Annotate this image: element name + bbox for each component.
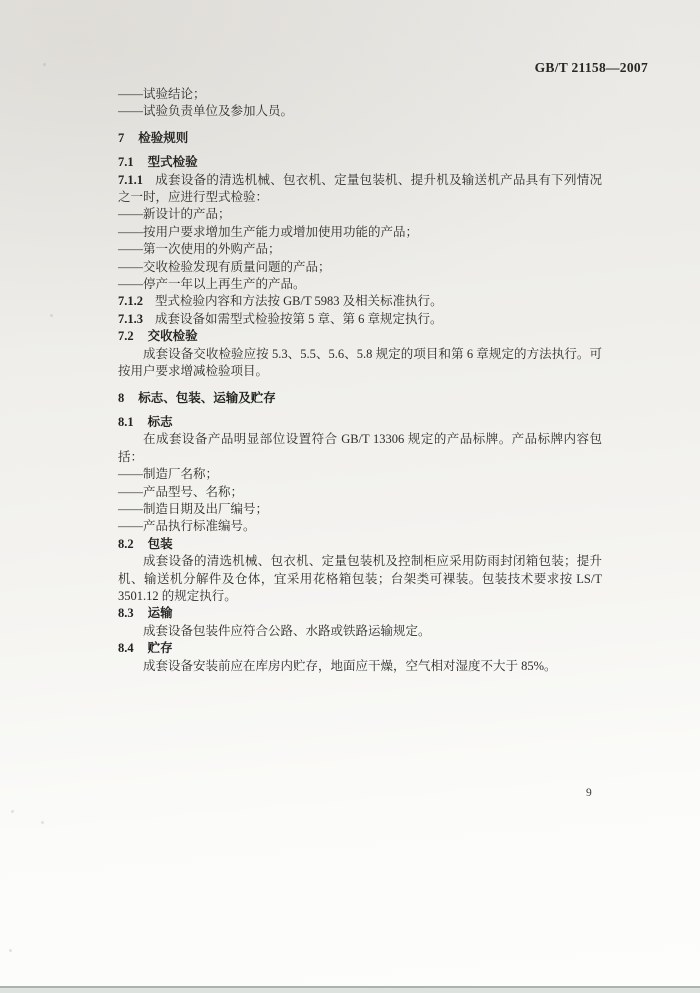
section-8-2-heading xyxy=(118,536,602,553)
dash-list-item: ——第一次使用的外购产品； xyxy=(118,242,281,257)
clause-text: 成套设备如需型式检验按第 5 章、第 6 章规定执行。 xyxy=(155,311,443,326)
paragraph: 成套设备的清选机械、包衣机、定量包装机及控制柜应采用防雨封闭箱包装；提升机、输送机分解件及仓体，宜采用花格箱包装；台架类可裸装。包装技术要求按 LS/T 3501.12 的规定执行。 xyxy=(118,554,602,603)
page-number: 9 xyxy=(586,787,592,799)
chapter-title: 标志、包装、运输及贮存 xyxy=(138,390,276,405)
clause-text: 型式检验内容和方法按 GB/T 5983 及相关标准执行。 xyxy=(155,294,443,309)
clause-7-1-1 xyxy=(118,172,602,207)
scan-bottom-edge-shadow xyxy=(0,988,700,993)
paragraph: 在成套设备产品明显部位设置符合 GB/T 13306 规定的产品标牌。产品标牌内容包括： xyxy=(118,432,602,464)
section-title: 包装 xyxy=(147,536,173,551)
dash-list-item: ——制造厂名称； xyxy=(118,467,219,482)
section-7-1-heading xyxy=(118,154,602,171)
section-title: 交收检验 xyxy=(147,329,198,344)
section-8-1-heading xyxy=(118,414,602,431)
section-title: 贮存 xyxy=(147,641,173,656)
section-title: 标志 xyxy=(147,414,173,429)
paragraph: 成套设备交收检验应按 5.3、5.5、5.6、5.8 规定的项目和第 6 章规定的方法执行。可按用户要求增减检验项目。 xyxy=(118,346,602,379)
section-number: 7.1 xyxy=(118,155,134,170)
section-number: 8.2 xyxy=(118,536,134,551)
dash-list-item: ——产品型号、名称； xyxy=(118,484,244,499)
section-7-2-heading xyxy=(118,328,602,345)
clause-number: 7.1.3 xyxy=(118,311,143,326)
standard-code-header: GB/T 21158—2007 xyxy=(534,60,648,75)
clause-7-1-3 xyxy=(118,311,602,328)
section-number: 7.2 xyxy=(118,329,134,344)
clause-number: 7.1.2 xyxy=(118,294,143,309)
dash-list-item: ——按用户要求增加生产能力或增加使用功能的产品； xyxy=(118,224,419,239)
scan-speckle xyxy=(11,810,14,813)
scan-speckle xyxy=(43,63,46,66)
section-8-3-heading xyxy=(118,605,602,622)
paragraph: 成套设备安装前应在库房内贮存，地面应干燥，空气相对湿度不大于 85%。 xyxy=(143,658,557,673)
clause-7-1-2 xyxy=(118,293,602,310)
clause-text: 成套设备的清选机械、包衣机、定量包装机、提升机及输送机产品具有下列情况之一时，应进行型式检验： xyxy=(118,172,602,205)
dash-list-item: ——制造日期及出厂编号； xyxy=(118,501,269,516)
section-title: 运输 xyxy=(147,606,173,621)
paragraph: 成套设备包装件应符合公路、水路或铁路运输规定。 xyxy=(143,623,431,638)
document-body xyxy=(118,86,602,675)
section-number: 8.1 xyxy=(118,414,134,429)
chapter-8-heading xyxy=(118,390,602,407)
chapter-number: 8 xyxy=(118,390,125,405)
scan-speckle xyxy=(9,949,12,952)
dash-list-item: ——新设计的产品； xyxy=(118,207,231,222)
chapter-title: 检验规则 xyxy=(138,130,189,145)
section-number: 8.3 xyxy=(118,606,134,621)
dash-list-item: ——交收检验发现有质量问题的产品； xyxy=(118,259,331,274)
chapter-number: 7 xyxy=(118,130,125,145)
dash-list-item: ——产品执行标准编号。 xyxy=(118,519,256,534)
section-number: 8.4 xyxy=(118,641,134,656)
scan-speckle xyxy=(50,314,53,317)
section-8-4-heading xyxy=(118,640,602,657)
chapter-7-heading xyxy=(118,130,602,147)
front-list-item: ——试验结论； xyxy=(118,87,206,101)
clause-number: 7.1.1 xyxy=(118,172,143,187)
scan-speckle xyxy=(41,821,44,824)
front-list-item: ——试验负责单位及参加人员。 xyxy=(118,104,294,119)
section-title: 型式检验 xyxy=(147,155,198,170)
dash-list-item: ——停产一年以上再生产的产品。 xyxy=(118,277,306,292)
